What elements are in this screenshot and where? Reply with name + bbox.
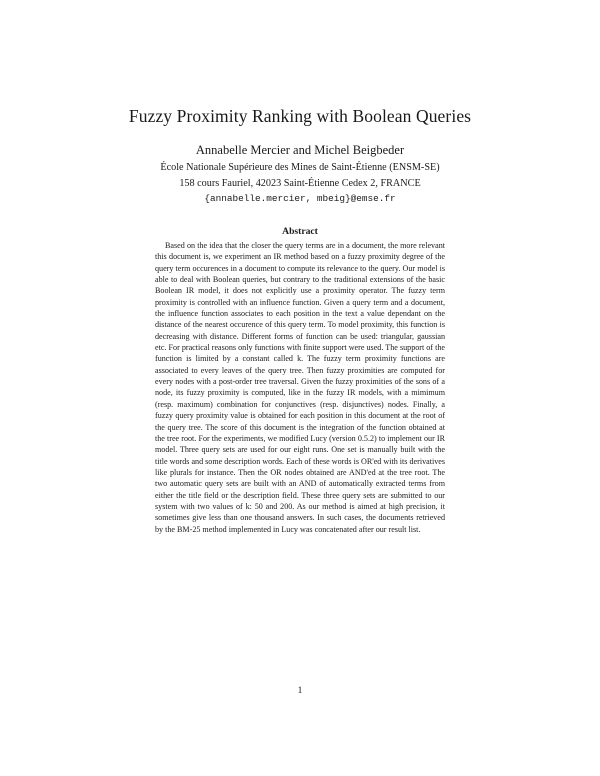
affiliation-address: 158 cours Fauriel, 42023 Saint-Étienne Cedex 2, FRANCE (179, 178, 421, 189)
abstract-body: Based on the idea that the closer the query terms are in a document, the more relevant this document is, we experiment an IR method based on a fuzzy proximity degree of the query term occurences in a document to compute its relevance to the query. Our model is able to deal with Boolean queries, but contrary to the traditional extensions of the basic Boolean IR model, it does not explicitly use a proximity operator. The fuzzy term proximity is controlled with an influence function. Given a query term and a document, the influence function associates to each position in the text a value dependant on the distance of the nearest occurence of this query term. To model proximity, this function is decreasing with distance. Different forms of function can be used: triangular, gaussian etc. For practical reasons only functions with finite support were used. The support of the function is limited by a constant called k. The fuzzy term proximity functions are associated to every leaves of the query tree. Then fuzzy proximities are computed for every nodes with a post-order tree traversal. Given the fuzzy proximities of the sons of a node, its fuzzy proximity is computed, like in the fuzzy IR models, with a mimimum (resp. maximum) combination for conjunctives (resp. disjunctives) nodes. Finally, a fuzzy query proximity value is obtained for each position in this document at the root of the query tree. The score of this document is the integration of the function obtained at the tree root. For the experiments, we modified Lucy (version 0.5.2) to implement our IR model. Three query sets are used for our eight runs. One set is manually built with the title words and some description words. Each of these words is OR'ed with its derivatives like plurals for instance. Then the OR nodes obtained are AND'ed at the tree root. The two automatic query sets are built with an AND of automatically extracted terms from either the title field or the description field. These three query sets are submitted to our system with two values of k: 50 and 200. As our method is aimed at high precision, it sometimes give less than one thousand answers. In such cases, the documents retrieved by the BM-25 method implemented in Lucy was concatenated after our result list. (155, 241, 445, 534)
paper-title: Fuzzy Proximity Ranking with Boolean Queries (128, 106, 472, 126)
page-number: 1 (297, 686, 303, 696)
author-list: Annabelle Mercier and Michel Beigbeder (195, 143, 405, 157)
abstract-heading: Abstract (282, 226, 318, 237)
affiliation-institution: École Nationale Supérieure des Mines de Saint-Étienne (ENSM-SE) (160, 162, 440, 173)
author-email: {annabelle.mercier, mbeig}@emse.fr (204, 193, 396, 204)
